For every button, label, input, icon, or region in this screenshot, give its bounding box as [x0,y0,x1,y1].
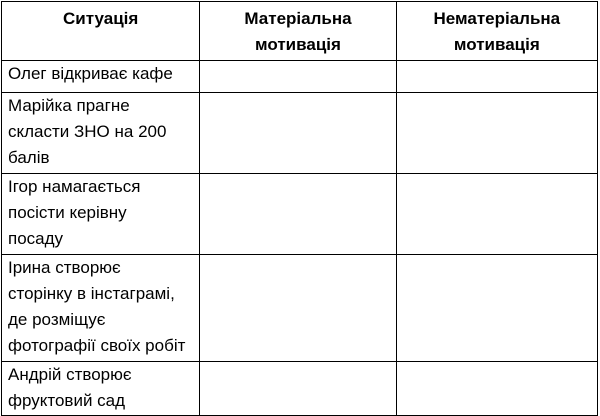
situation-cell [2,61,200,93]
header-situation-label: Ситуація [63,9,139,28]
nonmaterial-cell[interactable] [396,255,597,362]
header-nonmaterial [396,2,597,61]
table-row [2,174,598,255]
situation-cell [2,174,200,255]
material-cell[interactable] [200,174,396,255]
table-row [2,362,598,416]
situation-text: фруктовий сад [8,391,126,410]
situation-text: скласти ЗНО на 200 [8,122,167,141]
situation-text: посаду [8,229,64,248]
motivation-table [1,1,598,416]
situation-text: балів [8,148,50,167]
table-row [2,255,598,362]
nonmaterial-cell[interactable] [396,93,597,174]
material-cell[interactable] [200,255,396,362]
situation-text: Олег відкриває кафе [8,64,173,83]
header-nonmaterial-line-1: Нематеріальна [433,9,561,28]
nonmaterial-cell[interactable] [396,61,597,93]
header-nonmaterial-line-2: мотивація [453,35,540,54]
situation-text: посісти керівну [8,203,127,222]
nonmaterial-cell[interactable] [396,174,597,255]
situation-cell [2,93,200,174]
table-row [2,93,598,174]
situation-text: фотографії своїх робіт [8,336,186,355]
table-header-row [2,2,598,61]
nonmaterial-cell[interactable] [396,362,597,416]
material-cell[interactable] [200,362,396,416]
material-cell[interactable] [200,93,396,174]
header-material [200,2,396,61]
situation-text: Марійка прагне [8,96,130,115]
situation-text: сторінку в інстаграмі, [8,284,175,303]
situation-text: де розміщує [8,310,106,329]
situation-text: Ігор намагається [8,177,141,196]
situation-cell [2,255,200,362]
material-cell[interactable] [200,61,396,93]
situation-text: Андрій створює [8,365,132,384]
situation-cell [2,362,200,416]
header-situation [2,2,200,61]
header-material-line-2: мотивація [255,35,341,54]
header-material-line-1: Матеріальна [244,9,352,28]
situation-text: Ірина створює [8,258,121,277]
table-row [2,61,598,93]
